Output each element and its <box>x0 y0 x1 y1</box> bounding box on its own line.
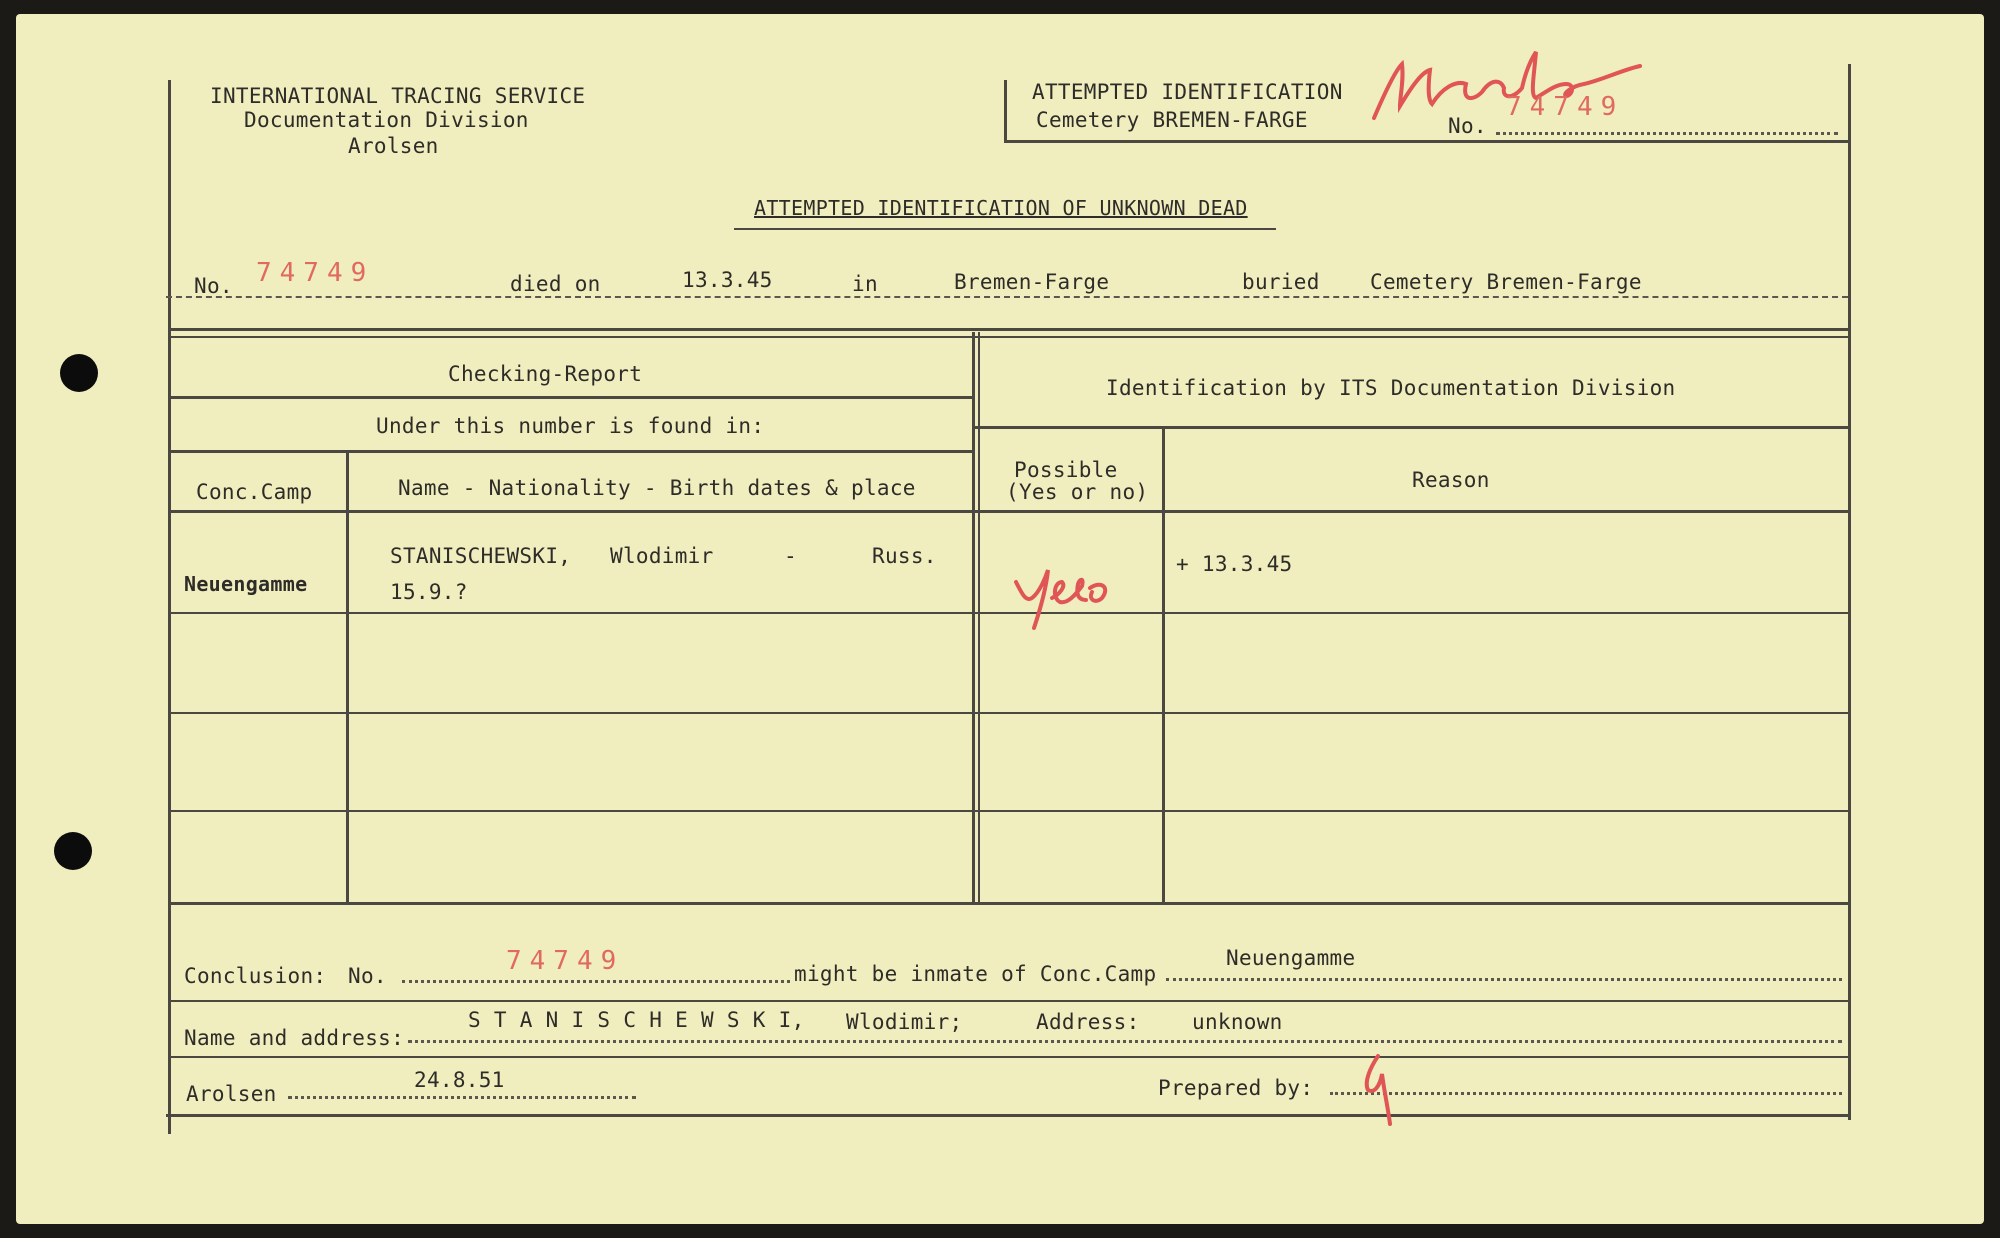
prepared-by-label: Prepared by: <box>1158 1076 1314 1100</box>
row-nationality: Russ. <box>872 544 937 568</box>
date-dotline <box>288 1096 636 1099</box>
row-reason: + 13.3.45 <box>1176 552 1293 576</box>
row-firstname: Wlodimir <box>610 544 714 568</box>
col-camp-header: Conc.Camp <box>196 480 313 504</box>
middle-divider-line <box>972 332 975 902</box>
column-header-line <box>168 510 1850 513</box>
record-place-value: Bremen-Farge <box>954 270 1110 294</box>
row-dash: - <box>784 544 797 568</box>
address-value: unknown <box>1192 1010 1283 1034</box>
name-address-line <box>168 1056 1850 1058</box>
date-value: 24.8.51 <box>414 1068 505 1092</box>
document-card <box>16 14 1984 1224</box>
name-address-label: Name and address: <box>184 1026 405 1050</box>
header-no-dotline <box>1496 132 1838 135</box>
identification-line <box>974 426 1850 429</box>
camp-column-line <box>346 450 349 902</box>
conclusion-no-label: No. <box>348 964 387 988</box>
name-address-dotline <box>408 1040 1842 1043</box>
found-in-line <box>168 450 972 453</box>
row-line-3 <box>168 810 1850 812</box>
row-camp: Neuengamme <box>184 572 308 596</box>
org-division: Documentation Division <box>244 108 529 132</box>
conclusion-line <box>168 1000 1850 1002</box>
record-in-label: in <box>852 272 878 296</box>
frame-right-line <box>1848 64 1851 1120</box>
conclusion-camp-value: Neuengamme <box>1226 946 1356 970</box>
col-possible-header: Possible <box>1014 458 1118 482</box>
header-box-bottom-line <box>1004 140 1850 143</box>
row-birth: 15.9.? <box>390 580 468 604</box>
header-no-value: 74749 <box>1506 92 1625 122</box>
col-possible-subheader: (Yes or no) <box>1006 480 1149 504</box>
header-box-left-line <box>1004 80 1007 142</box>
possible-column-line <box>1162 426 1165 902</box>
header-box-cemetery: Cemetery BREMEN-FARGE <box>1036 108 1308 132</box>
header-no-label: No. <box>1448 114 1487 138</box>
record-buried-label: buried <box>1242 270 1320 294</box>
identification-header: Identification by ITS Documentation Division <box>1106 376 1676 400</box>
record-no-label: No. <box>194 274 233 298</box>
record-buried-value: Cemetery Bremen-Farge <box>1370 270 1642 294</box>
checking-report-header: Checking-Report <box>448 362 643 386</box>
col-name-header: Name - Nationality - Birth dates & place <box>398 476 916 500</box>
punch-hole-bottom <box>54 832 92 870</box>
table-bottom-line <box>168 902 1850 905</box>
place-label: Arolsen <box>186 1082 277 1106</box>
address-label: Address: <box>1036 1010 1140 1034</box>
found-in-header: Under this number is found in: <box>376 414 765 438</box>
record-dotline <box>166 296 1848 298</box>
frame-bottom-line <box>166 1114 1851 1117</box>
title-underline <box>734 228 1276 230</box>
table-top-line-b <box>168 336 1850 338</box>
conclusion-camp-dotline <box>1166 978 1842 981</box>
header-box-title: ATTEMPTED IDENTIFICATION <box>1032 80 1343 104</box>
conclusion-no-dotline <box>402 980 790 983</box>
name-value: S T A N I S C H E W S K I, <box>468 1008 805 1032</box>
signature <box>1352 1050 1408 1130</box>
row-line-2 <box>168 712 1850 714</box>
firstname-value: Wlodimir; <box>846 1010 963 1034</box>
record-died-label: died on <box>510 272 601 296</box>
middle-divider-line-b <box>978 332 980 902</box>
conclusion-label: Conclusion: <box>184 964 327 988</box>
checking-report-line <box>168 396 972 399</box>
possible-yes-handwriting <box>1006 554 1116 634</box>
record-no-value: 74749 <box>256 258 375 288</box>
org-name: INTERNATIONAL TRACING SERVICE <box>210 84 586 108</box>
record-died-value: 13.3.45 <box>682 268 773 292</box>
table-top-line-a <box>168 328 1850 331</box>
punch-hole-top <box>60 354 98 392</box>
conclusion-inmate-text: might be inmate of Conc.Camp <box>794 962 1157 986</box>
page-title: ATTEMPTED IDENTIFICATION OF UNKNOWN DEAD <box>754 196 1248 220</box>
conclusion-no-value: 74749 <box>506 946 625 976</box>
frame-left-line <box>168 80 171 1134</box>
org-location: Arolsen <box>348 134 439 158</box>
col-reason-header: Reason <box>1412 468 1490 492</box>
row-surname: STANISCHEWSKI, <box>390 544 572 568</box>
